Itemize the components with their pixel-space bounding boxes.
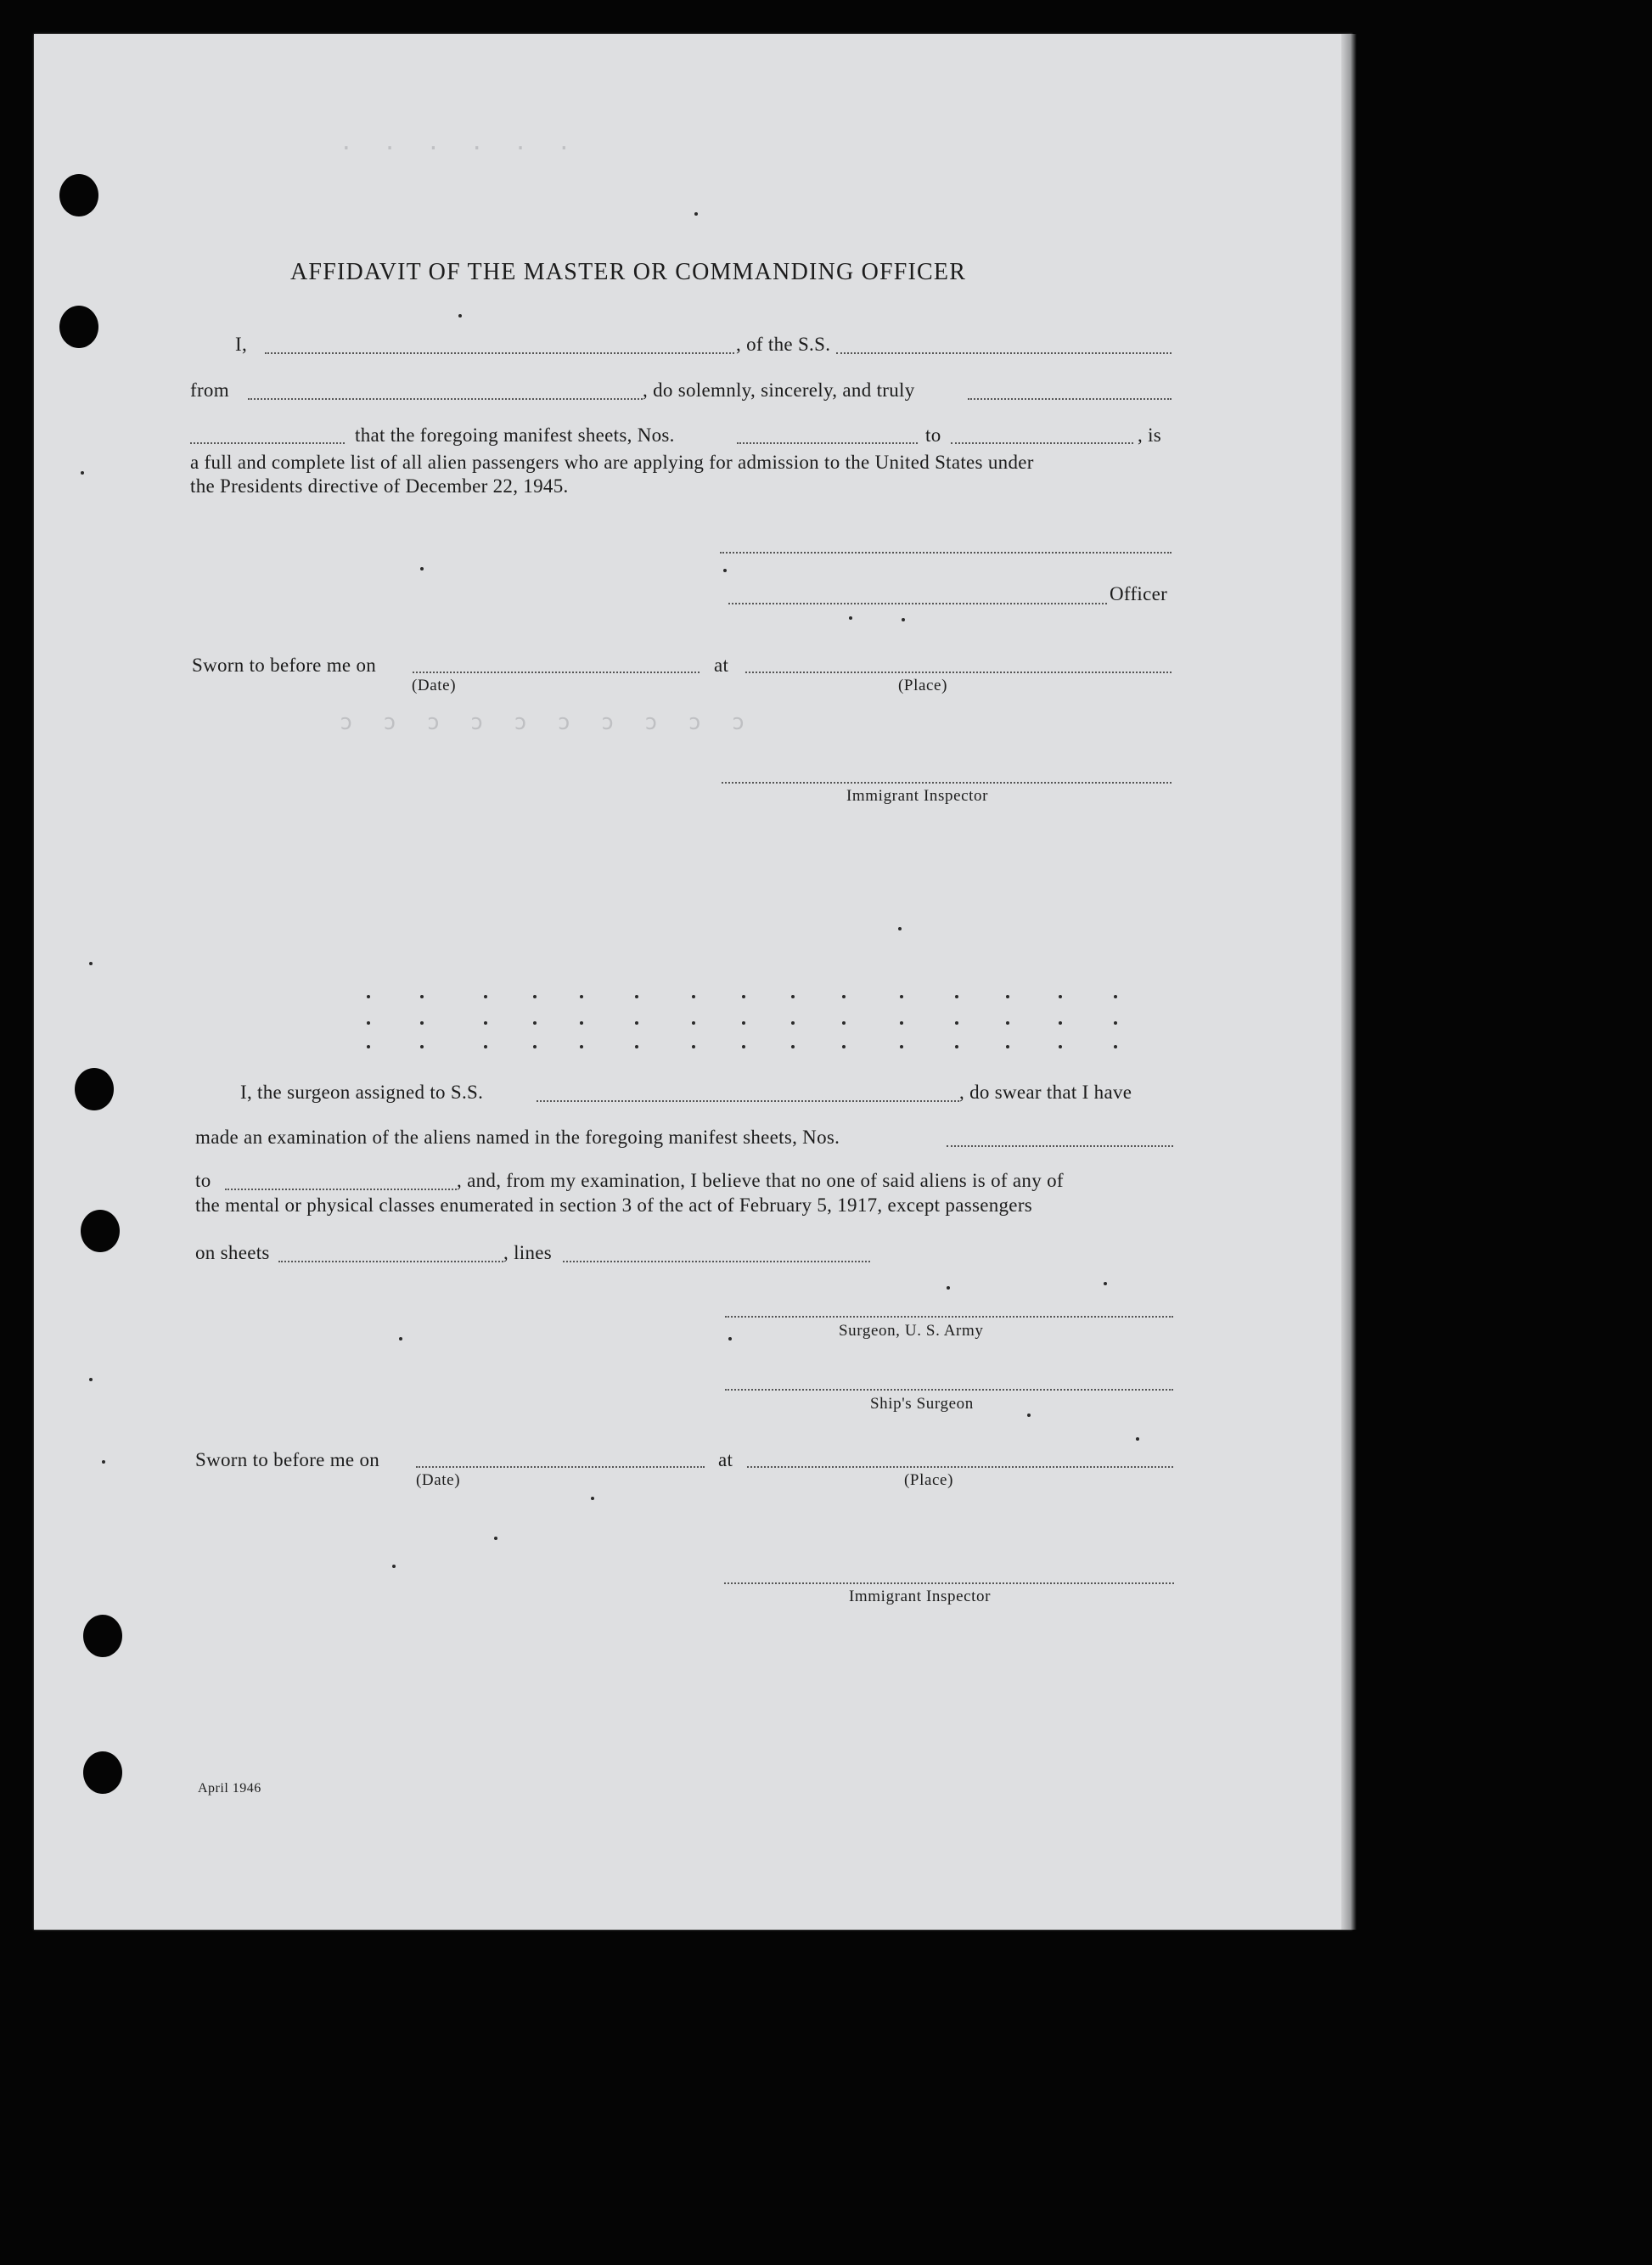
ink-speck — [392, 1565, 396, 1568]
grid-dot — [484, 1021, 487, 1025]
punch-hole — [75, 1068, 114, 1110]
master-sheets-from-blank — [737, 442, 918, 444]
grid-dot — [900, 1045, 903, 1048]
grid-dot — [635, 1045, 638, 1048]
grid-dot — [580, 1021, 583, 1025]
surgeon-to-label: to — [195, 1170, 211, 1191]
surgeon-body-line: made an examination of the aliens named in the foregoing manifest sheets, Nos. — [195, 1127, 840, 1148]
page-edge — [1341, 34, 1357, 1930]
officer-label: Officer — [1110, 583, 1168, 604]
ink-speck — [81, 471, 84, 475]
grid-dot — [1006, 1021, 1009, 1025]
ink-speck — [694, 212, 698, 216]
grid-dot — [1059, 1021, 1062, 1025]
grid-dot — [635, 995, 638, 998]
master-i-label: I, — [235, 334, 248, 355]
grid-dot — [1059, 995, 1062, 998]
grid-dot — [420, 1045, 424, 1048]
master-port-blank — [248, 398, 643, 400]
grid-dot — [367, 1021, 370, 1025]
master-of-ss-label: , of the S.S. — [736, 334, 831, 355]
bleed-through-marks: ɔ ɔ ɔ ɔ ɔ ɔ ɔ ɔ ɔ ɔ — [340, 710, 754, 735]
master-to-label: to — [925, 424, 941, 446]
grid-dot — [955, 1045, 958, 1048]
surgeon-lines-label: , lines — [503, 1242, 553, 1263]
master-inspector-line — [722, 782, 1172, 784]
grid-dot — [842, 995, 846, 998]
grid-dot — [791, 995, 795, 998]
grid-dot — [580, 995, 583, 998]
ink-speck — [728, 1337, 732, 1340]
grid-dot — [1059, 1045, 1062, 1048]
punch-hole — [59, 174, 98, 216]
master-officer-line — [728, 603, 1107, 604]
surgeon-date-blank — [416, 1466, 705, 1468]
ink-speck — [458, 314, 462, 318]
master-ship-blank — [836, 352, 1172, 354]
ink-speck — [1027, 1414, 1031, 1417]
ink-speck — [849, 616, 852, 620]
surgeon-sworn-label: Sworn to before me on — [195, 1449, 380, 1470]
master-body-line: a full and complete list of all alien passengers who are applying for admission to the United States under — [190, 452, 1034, 473]
grid-dot — [900, 1021, 903, 1025]
grid-dot — [692, 995, 695, 998]
ink-speck — [723, 569, 727, 572]
master-sworn-label: Sworn to before me on — [192, 655, 377, 676]
ink-speck — [898, 927, 902, 930]
surgeon-place-blank — [747, 1466, 1173, 1468]
grid-dot — [367, 1045, 370, 1048]
ink-speck — [102, 1460, 105, 1464]
surgeon-body-line: the mental or physical classes enumerated in section 3 of the act of February 5, 1917, except passengers — [195, 1194, 1033, 1216]
grid-dot — [742, 1021, 745, 1025]
ships-surgeon-line — [725, 1389, 1173, 1391]
document-page — [34, 34, 1352, 1930]
ink-speck — [947, 1286, 950, 1290]
surgeon-lines-blank — [563, 1261, 870, 1262]
grid-dot — [1114, 995, 1117, 998]
form-date-footer: April 1946 — [198, 1781, 261, 1796]
surgeon-line-end: , do swear that I have — [959, 1082, 1132, 1103]
grid-dot — [955, 995, 958, 998]
master-date-caption: (Date) — [412, 677, 457, 694]
master-date-blank — [413, 672, 700, 673]
grid-dot — [791, 1045, 795, 1048]
grid-dot — [1114, 1021, 1117, 1025]
surgeon-body-line: , and, from my examination, I believe that no one of said aliens is of any of — [457, 1170, 1064, 1191]
grid-dot — [900, 995, 903, 998]
army-surgeon-label: Surgeon, U. S. Army — [839, 1322, 984, 1340]
surgeon-inspector-label: Immigrant Inspector — [849, 1588, 992, 1605]
grid-dot — [742, 995, 745, 998]
surgeon-sheets-blank — [278, 1261, 503, 1262]
grid-dot — [533, 1045, 537, 1048]
master-is-label: , is — [1138, 424, 1162, 446]
ink-speck — [89, 1378, 93, 1381]
surgeon-sheets-to-blank — [225, 1189, 457, 1190]
punch-hole — [81, 1210, 120, 1252]
ink-speck — [420, 567, 424, 570]
grid-dot — [742, 1045, 745, 1048]
master-place-caption: (Place) — [898, 677, 947, 694]
ink-speck — [902, 618, 905, 621]
grid-dot — [533, 995, 537, 998]
document-title: AFFIDAVIT OF THE MASTER OR COMMANDING OFFICER — [290, 259, 967, 285]
surgeon-place-caption: (Place) — [904, 1471, 953, 1489]
grid-dot — [1114, 1045, 1117, 1048]
grid-dot — [842, 1045, 846, 1048]
grid-dot — [635, 1021, 638, 1025]
grid-dot — [420, 1021, 424, 1025]
surgeon-date-caption: (Date) — [416, 1471, 461, 1489]
surgeon-ship-blank — [537, 1100, 959, 1102]
master-swear-label: , do solemnly, sincerely, and truly — [643, 379, 915, 401]
master-at-label: at — [714, 655, 729, 676]
ink-speck — [89, 962, 93, 965]
army-surgeon-line — [725, 1316, 1173, 1318]
master-inspector-label: Immigrant Inspector — [846, 787, 989, 805]
punch-hole — [83, 1615, 122, 1657]
grid-dot — [692, 1045, 695, 1048]
grid-dot — [367, 995, 370, 998]
grid-dot — [533, 1021, 537, 1025]
ink-speck — [399, 1337, 402, 1340]
grid-dot — [1006, 1045, 1009, 1048]
master-signature-line — [720, 552, 1172, 554]
master-sheets-to-blank — [951, 442, 1133, 444]
surgeon-line-start: I, the surgeon assigned to S.S. — [240, 1082, 484, 1103]
grid-dot — [420, 995, 424, 998]
punch-hole — [83, 1751, 122, 1794]
ink-speck — [1136, 1437, 1139, 1441]
grid-dot — [484, 1045, 487, 1048]
master-manifest-label: that the foregoing manifest sheets, Nos. — [355, 424, 675, 446]
grid-dot — [580, 1045, 583, 1048]
surgeon-on-sheets-label: on sheets — [195, 1242, 270, 1263]
ink-speck — [591, 1497, 594, 1500]
bleed-through-marks: · · · · · · — [340, 136, 580, 161]
grid-dot — [1006, 995, 1009, 998]
master-verb-blank — [190, 442, 345, 444]
ships-surgeon-label: Ship's Surgeon — [870, 1395, 974, 1413]
grid-dot — [842, 1021, 846, 1025]
master-body-line: the Presidents directive of December 22, 1945. — [190, 475, 569, 497]
grid-dot — [484, 995, 487, 998]
surgeon-sheets-from-blank — [947, 1145, 1173, 1147]
grid-dot — [791, 1021, 795, 1025]
ink-speck — [1104, 1282, 1107, 1285]
master-oath-blank — [968, 398, 1172, 400]
surgeon-inspector-line — [724, 1582, 1174, 1584]
surgeon-at-label: at — [718, 1449, 733, 1470]
ink-speck — [494, 1537, 497, 1540]
punch-hole — [59, 306, 98, 348]
master-name-blank — [265, 352, 734, 354]
master-from-label: from — [190, 379, 229, 401]
grid-dot — [955, 1021, 958, 1025]
master-place-blank — [745, 672, 1172, 673]
grid-dot — [692, 1021, 695, 1025]
